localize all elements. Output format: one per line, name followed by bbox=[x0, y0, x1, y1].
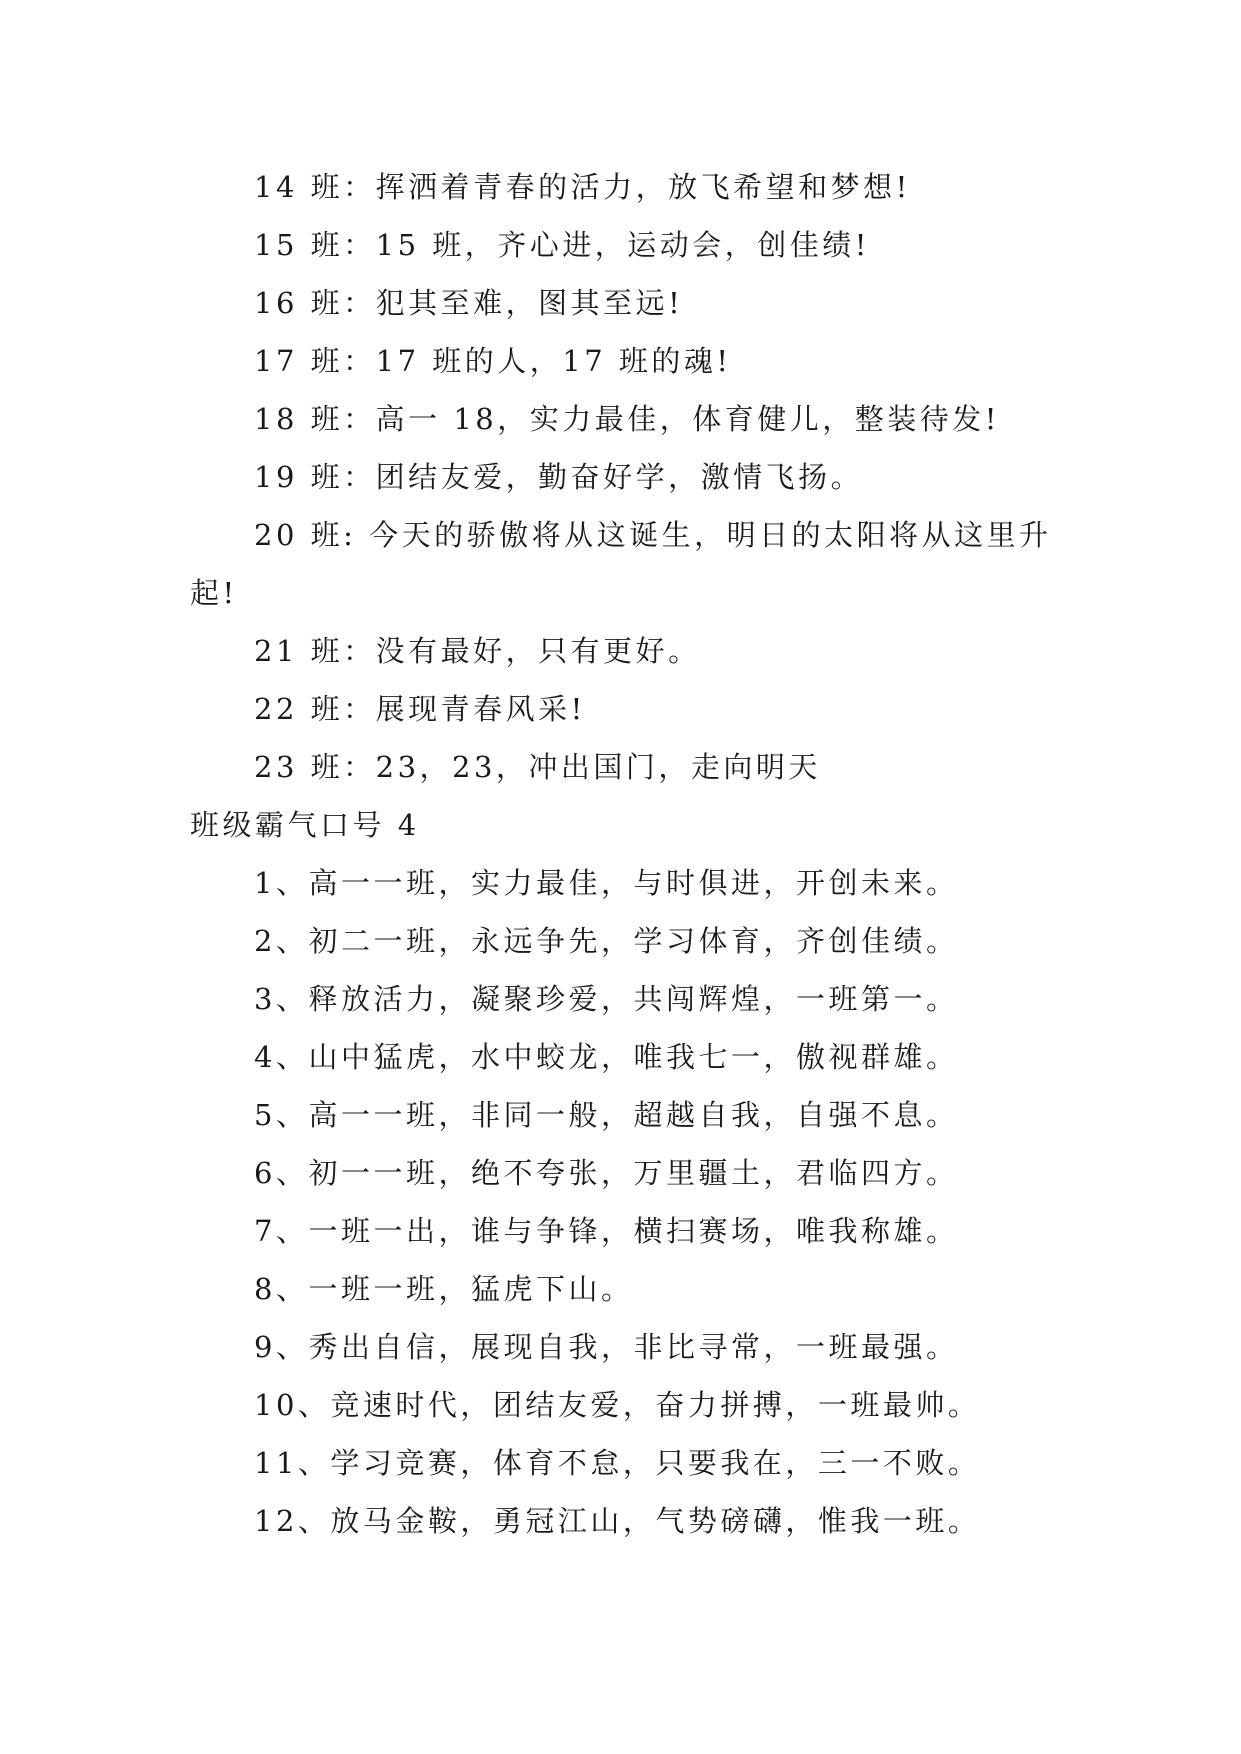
section-heading: 班级霸气口号 4 bbox=[190, 808, 420, 842]
slogan-item-7: 7、一班一出，谁与争锋，横扫赛场，唯我称雄。 bbox=[254, 1214, 959, 1248]
slogan-line-20-part2: 起! bbox=[190, 576, 238, 610]
slogan-line-19: 19 班：团结友爱，勤奋好学，激情飞扬。 bbox=[254, 460, 864, 494]
slogan-line-22: 22 班：展现青春风采! bbox=[254, 692, 586, 726]
slogan-line-16: 16 班：犯其至难，图其至远! bbox=[254, 286, 684, 320]
slogan-item-4: 4、山中猛虎，水中蛟龙，唯我七一，傲视群雄。 bbox=[254, 1040, 959, 1074]
slogan-line-14: 14 班：挥洒着青春的活力，放飞希望和梦想! bbox=[254, 170, 911, 204]
slogan-line-20-part1: 20 班: 今天的骄傲将从这诞生，明日的太阳将从这里升 bbox=[254, 518, 1052, 552]
slogan-item-12: 12、放马金鞍，勇冠江山，气势磅礴，惟我一班。 bbox=[254, 1504, 981, 1538]
slogan-item-3: 3、释放活力，凝聚珍爱，共闯辉煌，一班第一。 bbox=[254, 982, 959, 1016]
slogan-line-23: 23 班：23，23，冲出国门，走向明天 bbox=[254, 750, 821, 784]
slogan-item-6: 6、初一一班，绝不夸张，万里疆土，君临四方。 bbox=[254, 1156, 959, 1190]
slogan-line-21: 21 班：没有最好，只有更好。 bbox=[254, 634, 701, 668]
slogan-item-10: 10、竞速时代，团结友爱，奋力拼搏，一班最帅。 bbox=[254, 1388, 981, 1422]
slogan-item-9: 9、秀出自信，展现自我，非比寻常，一班最强。 bbox=[254, 1330, 959, 1364]
slogan-line-18: 18 班：高一 18，实力最佳，体育健儿，整装待发! bbox=[254, 402, 1000, 436]
document-body bbox=[190, 158, 1060, 1550]
slogan-item-1: 1、高一一班，实力最佳，与时俱进，开创未来。 bbox=[254, 866, 959, 900]
slogan-line-17: 17 班：17 班的人，17 班的魂! bbox=[254, 344, 732, 378]
slogan-item-2: 2、初二一班，永远争先，学习体育，齐创佳绩。 bbox=[254, 924, 959, 958]
slogan-line-15: 15 班：15 班，齐心进，运动会，创佳绩! bbox=[254, 228, 870, 262]
slogan-item-8: 8、一班一班，猛虎下山。 bbox=[254, 1272, 634, 1306]
slogan-item-11: 11、学习竞赛，体育不怠，只要我在，三一不败。 bbox=[254, 1446, 981, 1480]
slogan-item-5: 5、高一一班，非同一般，超越自我，自强不息。 bbox=[254, 1098, 959, 1132]
